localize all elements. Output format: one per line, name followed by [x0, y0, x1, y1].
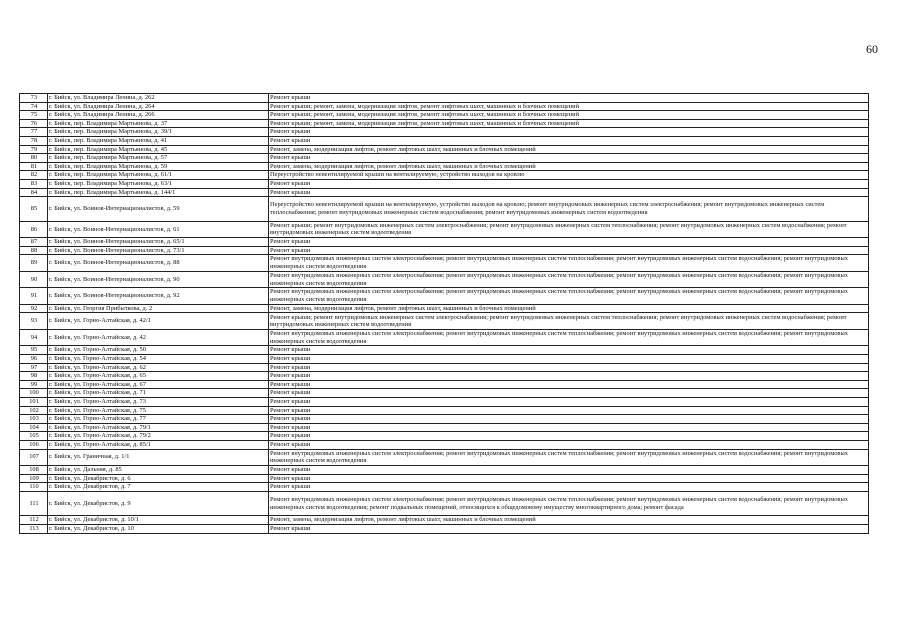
works-cell: Ремонт крыши — [269, 154, 869, 163]
row-number-cell: 95 — [20, 346, 48, 355]
address-cell: г. Бийск, ул. Дальняя, д. 85 — [48, 466, 269, 475]
works-cell: Ремонт крыши — [269, 389, 869, 398]
row-number-cell: 100 — [20, 389, 48, 398]
works-cell: Переустройство невентилируемой крыши на вентилируемую, устройство выходов на кровлю; ремонт внутридомовых инженерных систем электроснабжения; ремонт внутридомовых инженерных систем теплоснабжения; ремонт внутридомовых инженерных систем водоснабжения; ремонт внутридомовых инженерных систем водоотведения — [269, 197, 869, 222]
address-cell: г. Бийск, пер. Владимира Мартьянова, д. 59 — [48, 162, 269, 171]
address-cell: г. Бийск, ул. Воинов-Интернационалистов, д. 73/1 — [48, 246, 269, 255]
address-cell: г. Бийск, ул. Горно-Алтайская, д. 73 — [48, 397, 269, 406]
row-number-cell: 108 — [20, 466, 48, 475]
address-cell: г. Бийск, ул. Декабристов, д. 10 — [48, 524, 269, 533]
table-row — [20, 145, 869, 154]
row-number-cell: 113 — [20, 524, 48, 533]
row-number-cell: 112 — [20, 516, 48, 525]
table-row — [20, 380, 869, 389]
address-cell: г. Бийск, пер. Владимира Мартьянова, д. 41 — [48, 136, 269, 145]
row-number-cell: 92 — [20, 304, 48, 313]
address-cell: г. Бийск, ул. Горно-Алтайская, д. 62 — [48, 363, 269, 372]
table-row — [20, 136, 869, 145]
row-number-cell: 78 — [20, 136, 48, 145]
row-number-cell: 83 — [20, 179, 48, 188]
table-row — [20, 246, 869, 255]
works-cell: Ремонт внутридомовых инженерных систем электроснабжения; ремонт внутридомовых инженерных систем теплоснабжения; ремонт внутридомовых инженерных систем водоснабжения; ремонт внутридомовых инженерных систем водоотведения — [269, 288, 869, 305]
works-cell: Ремонт крыши — [269, 474, 869, 483]
address-cell: г. Бийск, ул. Владимира Ленина, д. 264 — [48, 102, 269, 111]
table-row — [20, 119, 869, 128]
table-row — [20, 389, 869, 398]
works-cell: Ремонт крыши; ремонт внутридомовых инженерных систем электроснабжения; ремонт внутридомовых инженерных систем теплоснабжения; ремонт внутридомовых инженерных систем водоснабжения; ремонт внутридомовых инженерных систем водоотведения — [269, 221, 869, 238]
works-cell: Ремонт крыши — [269, 188, 869, 197]
row-number-cell: 89 — [20, 255, 48, 272]
address-cell: г. Бийск, пер. Владимира Мартьянова, д. 39/1 — [48, 128, 269, 137]
table-row — [20, 329, 869, 346]
address-cell: г. Бийск, ул. Декабристов, д. 9 — [48, 491, 269, 516]
works-cell: Ремонт внутридомовых инженерных систем электроснабжения; ремонт внутридомовых инженерных систем теплоснабжения; ремонт внутридомовых инженерных систем водоснабжения; ремонт внутридомовых инженерных систем водоотведения — [269, 329, 869, 346]
table-row — [20, 221, 869, 238]
address-cell: г. Бийск, ул. Воинов-Интернационалистов, д. 65/1 — [48, 238, 269, 247]
table-row — [20, 432, 869, 441]
row-number-cell: 77 — [20, 128, 48, 137]
row-number-cell: 105 — [20, 432, 48, 441]
page-number: 60 — [866, 42, 878, 56]
row-number-cell: 86 — [20, 221, 48, 238]
row-number-cell: 111 — [20, 491, 48, 516]
row-number-cell: 93 — [20, 313, 48, 330]
row-number-cell: 75 — [20, 111, 48, 120]
row-number-cell: 73 — [20, 94, 48, 103]
address-cell: г. Бийск, ул. Горно-Алтайская, д. 67 — [48, 380, 269, 389]
works-cell: Ремонт крыши — [269, 380, 869, 389]
works-cell: Ремонт, замена, модернизация лифтов, ремонт лифтовых шахт, машинных и блочных помещений — [269, 304, 869, 313]
address-cell: г. Бийск, пер. Владимира Мартьянова, д. 45 — [48, 145, 269, 154]
table-row — [20, 128, 869, 137]
address-cell: г. Бийск, пер. Владимира Мартьянова, д. 63/1 — [48, 179, 269, 188]
address-cell: г. Бийск, ул. Горно-Алтайская, д. 75 — [48, 406, 269, 415]
table-row — [20, 102, 869, 111]
table-row — [20, 474, 869, 483]
works-cell: Ремонт внутридомовых инженерных систем электроснабжения; ремонт внутридомовых инженерных систем теплоснабжения; ремонт внутридомовых инженерных систем водоснабжения; ремонт внутридомовых инженерных систем водоотведения; ремонт подвальных помещений, относящихся к общедомовому имуществу многоквартирного дома; ремонт фасада — [269, 491, 869, 516]
row-number-cell: 90 — [20, 271, 48, 288]
address-cell: г. Бийск, ул. Декабристов, д. 7 — [48, 483, 269, 492]
row-number-cell: 85 — [20, 197, 48, 222]
address-cell: г. Бийск, ул. Георгия Прибыткова, д. 2 — [48, 304, 269, 313]
works-cell: Ремонт крыши — [269, 432, 869, 441]
table-row — [20, 491, 869, 516]
row-number-cell: 76 — [20, 119, 48, 128]
row-number-cell: 82 — [20, 171, 48, 180]
address-cell: г. Бийск, ул. Горно-Алтайская, д. 65 — [48, 372, 269, 381]
works-cell: Переустройство невентилируемой крыши на вентилируемую, устройство выходов на кровлю — [269, 171, 869, 180]
works-cell: Ремонт крыши — [269, 136, 869, 145]
address-cell: г. Бийск, ул. Горно-Алтайская, д. 50 — [48, 346, 269, 355]
address-cell: г. Бийск, ул. Владимира Ленина, д. 262 — [48, 94, 269, 103]
works-cell: Ремонт крыши — [269, 372, 869, 381]
works-cell: Ремонт, замена, модернизация лифтов, ремонт лифтовых шахт, машинных и блочных помещений — [269, 145, 869, 154]
works-cell: Ремонт крыши — [269, 466, 869, 475]
address-cell: г. Бийск, ул. Воинов-Интернационалистов, д. 61 — [48, 221, 269, 238]
table-row — [20, 524, 869, 533]
works-cell: Ремонт крыши — [269, 94, 869, 103]
table-row — [20, 313, 869, 330]
row-number-cell: 101 — [20, 397, 48, 406]
row-number-cell: 74 — [20, 102, 48, 111]
address-cell: г. Бийск, ул. Декабристов, д. 10/1 — [48, 516, 269, 525]
address-cell: г. Бийск, ул. Горно-Алтайская, д. 42/1 — [48, 313, 269, 330]
address-cell: г. Бийск, ул. Воинов-Интернационалистов, д. 92 — [48, 288, 269, 305]
address-cell: г. Бийск, ул. Воинов-Интернационалистов, д. 90 — [48, 271, 269, 288]
table-row — [20, 483, 869, 492]
table-row — [20, 162, 869, 171]
table-row — [20, 449, 869, 466]
row-number-cell: 87 — [20, 238, 48, 247]
table-row — [20, 440, 869, 449]
works-cell: Ремонт крыши — [269, 440, 869, 449]
row-number-cell: 81 — [20, 162, 48, 171]
address-cell: г. Бийск, ул. Воинов-Интернационалистов, д. 59 — [48, 197, 269, 222]
row-number-cell: 80 — [20, 154, 48, 163]
row-number-cell: 106 — [20, 440, 48, 449]
row-number-cell: 107 — [20, 449, 48, 466]
table-row — [20, 154, 869, 163]
address-cell: г. Бийск, ул. Граничная, д. 1/1 — [48, 449, 269, 466]
table-row — [20, 406, 869, 415]
row-number-cell: 110 — [20, 483, 48, 492]
row-number-cell: 96 — [20, 355, 48, 364]
works-cell: Ремонт крыши — [269, 355, 869, 364]
table-row — [20, 466, 869, 475]
works-cell: Ремонт крыши — [269, 346, 869, 355]
works-cell: Ремонт внутридомовых инженерных систем электроснабжения; ремонт внутридомовых инженерных систем теплоснабжения; ремонт внутридомовых инженерных систем водоснабжения; ремонт внутридомовых инженерных систем водоотведения — [269, 449, 869, 466]
row-number-cell: 84 — [20, 188, 48, 197]
registry-table-body — [20, 94, 869, 534]
works-cell: Ремонт внутридомовых инженерных систем электроснабжения; ремонт внутридомовых инженерных систем теплоснабжения; ремонт внутридомовых инженерных систем водоснабжения; ремонт внутридомовых инженерных систем водоотведения — [269, 271, 869, 288]
table-row — [20, 255, 869, 272]
address-cell: г. Бийск, ул. Воинов-Интернационалистов, д. 88 — [48, 255, 269, 272]
works-cell: Ремонт крыши — [269, 415, 869, 424]
works-cell: Ремонт крыши — [269, 363, 869, 372]
address-cell: г. Бийск, ул. Горно-Алтайская, д. 77 — [48, 415, 269, 424]
works-cell: Ремонт крыши; ремонт, замена, модернизация лифтов, ремонт лифтовых шахт, машинных и блочных помещений — [269, 119, 869, 128]
works-cell: Ремонт крыши — [269, 524, 869, 533]
address-cell: г. Бийск, пер. Владимира Мартьянова, д. 144/1 — [48, 188, 269, 197]
table-row — [20, 346, 869, 355]
works-cell: Ремонт крыши — [269, 406, 869, 415]
table-row — [20, 171, 869, 180]
table-row — [20, 372, 869, 381]
address-cell: г. Бийск, ул. Владимира Ленина, д. 266 — [48, 111, 269, 120]
works-cell: Ремонт крыши — [269, 423, 869, 432]
address-cell: г. Бийск, ул. Горно-Алтайская, д. 54 — [48, 355, 269, 364]
table-row — [20, 423, 869, 432]
works-cell: Ремонт крыши — [269, 128, 869, 137]
row-number-cell: 88 — [20, 246, 48, 255]
table-row — [20, 363, 869, 372]
works-cell: Ремонт, замена, модернизация лифтов, ремонт лифтовых шахт, машинных и блочных помещений — [269, 162, 869, 171]
table-row — [20, 397, 869, 406]
table-row — [20, 238, 869, 247]
table-row — [20, 304, 869, 313]
works-cell: Ремонт, замена, модернизация лифтов, ремонт лифтовых шахт, машинных и блочных помещений — [269, 516, 869, 525]
works-cell: Ремонт крыши; ремонт, замена, модернизация лифтов, ремонт лифтовых шахт, машинных и блочных помещений — [269, 111, 869, 120]
works-cell: Ремонт крыши; ремонт внутридомовых инженерных систем электроснабжения; ремонт внутридомовых инженерных систем теплоснабжения; ремонт внутридомовых инженерных систем водоснабжения; ремонт внутридомовых инженерных систем водоотведения — [269, 313, 869, 330]
table-row — [20, 188, 869, 197]
row-number-cell: 94 — [20, 329, 48, 346]
row-number-cell: 104 — [20, 423, 48, 432]
table-row — [20, 111, 869, 120]
repair-registry-table — [19, 93, 869, 534]
works-cell: Ремонт крыши; ремонт, замена, модернизация лифтов, ремонт лифтовых шахт, машинных и блочных помещений — [269, 102, 869, 111]
row-number-cell: 99 — [20, 380, 48, 389]
table-row — [20, 415, 869, 424]
address-cell: г. Бийск, пер. Владимира Мартьянова, д. 61/1 — [48, 171, 269, 180]
address-cell: г. Бийск, пер. Владимира Мартьянова, д. 37 — [48, 119, 269, 128]
works-cell: Ремонт крыши — [269, 397, 869, 406]
table-row — [20, 271, 869, 288]
address-cell: г. Бийск, пер. Владимира Мартьянова, д. 57 — [48, 154, 269, 163]
row-number-cell: 97 — [20, 363, 48, 372]
table-row — [20, 516, 869, 525]
row-number-cell: 109 — [20, 474, 48, 483]
row-number-cell: 79 — [20, 145, 48, 154]
address-cell: г. Бийск, ул. Горно-Алтайская, д. 79/1 — [48, 423, 269, 432]
address-cell: г. Бийск, ул. Горно-Алтайская, д. 42 — [48, 329, 269, 346]
table-row — [20, 355, 869, 364]
row-number-cell: 91 — [20, 288, 48, 305]
row-number-cell: 102 — [20, 406, 48, 415]
works-cell: Ремонт крыши — [269, 246, 869, 255]
table-row — [20, 197, 869, 222]
address-cell: г. Бийск, ул. Горно-Алтайская, д. 79/2 — [48, 432, 269, 441]
works-cell: Ремонт внутридомовых инженерных систем электроснабжения; ремонт внутридомовых инженерных систем теплоснабжения; ремонт внутридомовых инженерных систем водоснабжения; ремонт внутридомовых инженерных систем водоотведения — [269, 255, 869, 272]
works-cell: Ремонт крыши — [269, 483, 869, 492]
address-cell: г. Бийск, ул. Декабристов, д. 6 — [48, 474, 269, 483]
row-number-cell: 98 — [20, 372, 48, 381]
works-cell: Ремонт крыши — [269, 238, 869, 247]
address-cell: г. Бийск, ул. Горно-Алтайская, д. 71 — [48, 389, 269, 398]
table-row — [20, 288, 869, 305]
row-number-cell: 103 — [20, 415, 48, 424]
table-row — [20, 179, 869, 188]
address-cell: г. Бийск, ул. Горно-Алтайская, д. 85/1 — [48, 440, 269, 449]
works-cell: Ремонт крыши — [269, 179, 869, 188]
table-row — [20, 94, 869, 103]
